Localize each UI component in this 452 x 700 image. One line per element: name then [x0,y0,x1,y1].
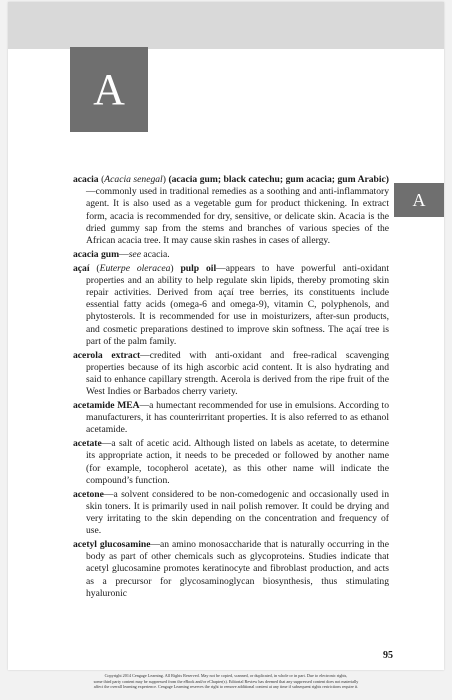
section-letter: A [93,64,125,114]
copyright-notice [0,673,452,690]
entry-term: açaí [73,262,90,274]
entry-term: acacia gum [73,248,120,260]
glossary-entry [73,249,389,261]
glossary-entry [73,263,389,348]
glossary-entry [73,400,389,437]
entry-text: —a humectant recommended for use in emulsions. According to manufacturers, it has counterirritant properties. It is also referred to as ethanol acetamide. [86,400,389,436]
entry-text: — [119,248,129,260]
entry-italic-text: Euterpe oleracea [99,262,171,274]
book-page [8,2,444,670]
glossary-entry [73,539,389,600]
page-number: 95 [383,650,393,661]
entry-term: pulp oil [180,262,217,274]
header-band [8,2,444,49]
entry-text: acacia. [140,248,170,260]
entry-term: acetamide MEA [73,400,140,412]
entry-text: —appears to have powerful anti-oxidant properties and an ability to help regulate skin lipids, thereby promoting skin repair activities. Derived from açaí tree berries, its constituents include essential fatty acids (omega-6 and omega-9), vitamin C, polyphenols, and phytosterols. It is recommended for use in moisturizers, after-sun products, and cosmetic preparations destined to improve skin softness. The açaí tree is part of the palm family. [86,262,390,347]
entry-text: ( [98,174,105,185]
entry-text: —an amino monosaccharide that is naturally occurring in the body as part of other chemicals such as glycoproteins. Studies indicate that acetyl glucosamine promotes keratinocyte and fibroblast production, and acts as a precursor for glycosaminoglycan biosynthesis, thus stimulating hyaluronic [86,539,389,599]
entry-text: ) [170,262,181,274]
entry-term: acacia [73,174,99,185]
side-tab-letter: A [412,189,426,210]
entry-text: —a salt of acetic acid. Although listed on labels as acetate, to determine its appropriate action, it needs to be preceded or followed by another name (for example, tocopherol acetate), as this other name will indicate the compound’s function. [86,438,389,486]
glossary-entry [73,489,389,538]
copyright-line: some third party content may be suppressed from the eBook and/or eChapter(s). Editorial Review has deemed that any suppressed content does not materially [93,678,359,684]
copyright-line: affect the overall learning experience. Cengage Learning reserves the right to remove additional content at any time if subsequent rights restrictions require it. [93,684,359,690]
glossary-entry [73,350,389,399]
entry-term: acetate [73,438,102,450]
entry-term: acerola extract [73,349,141,361]
entry-text: —credited with anti-oxidant and free-radical scavenging properties because of its high ascorbic acid content. It is also hydrating and said to enhance capillary strength. Acerola is derived from the ripe fruit of the West Indies or Barbados cherry variety. [86,349,389,398]
entry-text: —a solvent considered to be non-comedogenic and occasionally used in skin toners. It is primarily used in nail polish remover. It could be drying and very irritating to the skin depending on the concentration and frequency of use. [86,488,389,537]
section-letter-block [70,47,148,132]
entry-term: (acacia gum; black catechu; gum acacia; gum Arabic) [168,174,390,185]
entry-italic-text: see [128,248,141,260]
entry-italic-text: Acacia senegal [104,174,163,185]
copyright-line: Copyright 2014 Cengage Learning. All Rights Reserved. May not be copied, scanned, or duplicated, in whole or in part. Due to electronic rights, [104,673,348,678]
glossary-entry [73,174,389,247]
side-thumb-tab [394,183,444,217]
glossary-entry [73,438,389,487]
glossary-entries [73,174,389,602]
entry-text: —commonly used in traditional remedies as a soothing and anti-inflammatory agent. It is also used as a vegetable gum for product thickening. In extract form, acacia is recommended for dry, sensitive, or delicate skin. Acacia is the dried gummy sap from the stems and branches of various species of the African acacia tree. It may cause skin rashes in cases of allergy. [86,186,389,247]
entry-term: acetyl glucosamine [73,539,151,551]
entry-text: ) [162,174,169,185]
entry-text: ( [89,262,100,274]
entry-term: acetone [73,488,104,500]
